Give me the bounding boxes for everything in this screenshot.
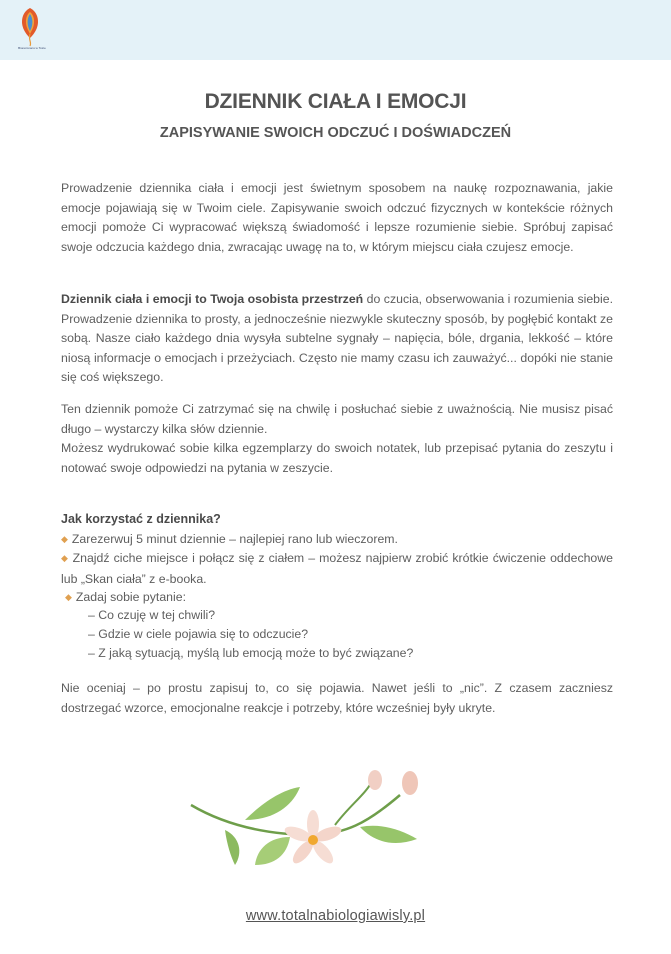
diamond-bullet-icon: ◆ (65, 592, 72, 602)
howto-list-item-text: Zarezerwuj 5 minut dziennie – najlepiej rano lub wieczorem. (71, 532, 398, 546)
page-title: DZIENNIK CIAŁA I EMOCJI (204, 90, 467, 113)
howto-heading: Jak korzystać z dziennika? (61, 512, 221, 526)
diamond-bullet-icon: ◆ (61, 553, 69, 563)
journal-description-text: do czucia, obserwowania i rozumienia siebie. Prowadzenie dziennika to prosty, a jednocześnie niezwykle skuteczny sposób, by pogłębić kontakt ze sobą. Nasze ciało każdego dnia wysyła subtelne sygnały – napięcia, bóle, drgania, lekkość – które niosą informacje o emocjach i przeżyciach. Często nie mamy czasu ich zauważyć... dopóki nie stanie się coś większego. (61, 292, 613, 384)
reflection-question: – Z jaką sytuacją, myślą lub emocją może to być związane? (88, 646, 414, 660)
phoenix-logo-icon (18, 4, 42, 50)
howto-list-item (61, 549, 613, 589)
journal-description-bold: Dziennik ciała i emocji to Twoja osobista przestrzeń (61, 292, 364, 306)
diamond-bullet-icon: ◆ (61, 534, 68, 544)
journal-description-paragraph (61, 290, 613, 388)
intro-paragraph: Prowadzenie dziennika ciała i emocji jest świetnym sposobem na naukę rozpoznawania, jakie emocje pojawiają się w Twoim ciele. Zapisywanie swoich odczuć fizycznych w kontekście różnych emocji pomoże Ci wypracować większą świadomość i lepsze rozumienie siebie. Spróbuj zapisać swoje odczucia każdego dnia, zwracając uwagę na to, w którym miejscu ciała czujesz emocje. (61, 181, 613, 254)
page-subtitle: ZAPISYWANIE SWOICH ODCZUĆ I DOŚWIADCZEŃ (159, 125, 512, 141)
print-tip-paragraph: Możesz wydrukować sobie kilka egzemplarzy do swoich notatek, lub przepisać pytania do zeszytu i notować swoje odpowiedzi na pytania w zeszycie. (61, 441, 613, 475)
website-link[interactable]: www.totalnabiologiawisly.pl (245, 908, 426, 924)
howto-list-item (61, 530, 613, 551)
reflection-question: – Co czuję w tej chwili? (88, 608, 216, 622)
flower-illustration-icon (185, 765, 425, 875)
benefit-paragraph: Ten dziennik pomoże Ci zatrzymać się na chwilę i posłuchać siebie z uważnością. Nie musisz pisać długo – wystarczy kilka słów dziennie. (61, 402, 613, 436)
reflection-question: – Gdzie w ciele pojawia się to odczucie? (88, 627, 309, 641)
header-band (0, 0, 671, 60)
closing-paragraph: Nie oceniaj – po prostu zapisuj to, co się pojawia. Nawet jeśli to „nic”. Z czasem zaczniesz dostrzegać wzorce, emocjonalne reakcje i potrzeby, które wcześniej były ukryte. (61, 681, 613, 715)
howto-list-item-text: Znajdź ciche miejsce i połącz się z ciałem – możesz najpierw zrobić krótkie ćwiczenie oddechowe lub „Skan ciała” z e-booka. (61, 551, 613, 586)
logo-caption: Biorezonans w Totce (18, 46, 46, 50)
howto-list-item-text: Zadaj sobie pytanie: (75, 590, 186, 604)
